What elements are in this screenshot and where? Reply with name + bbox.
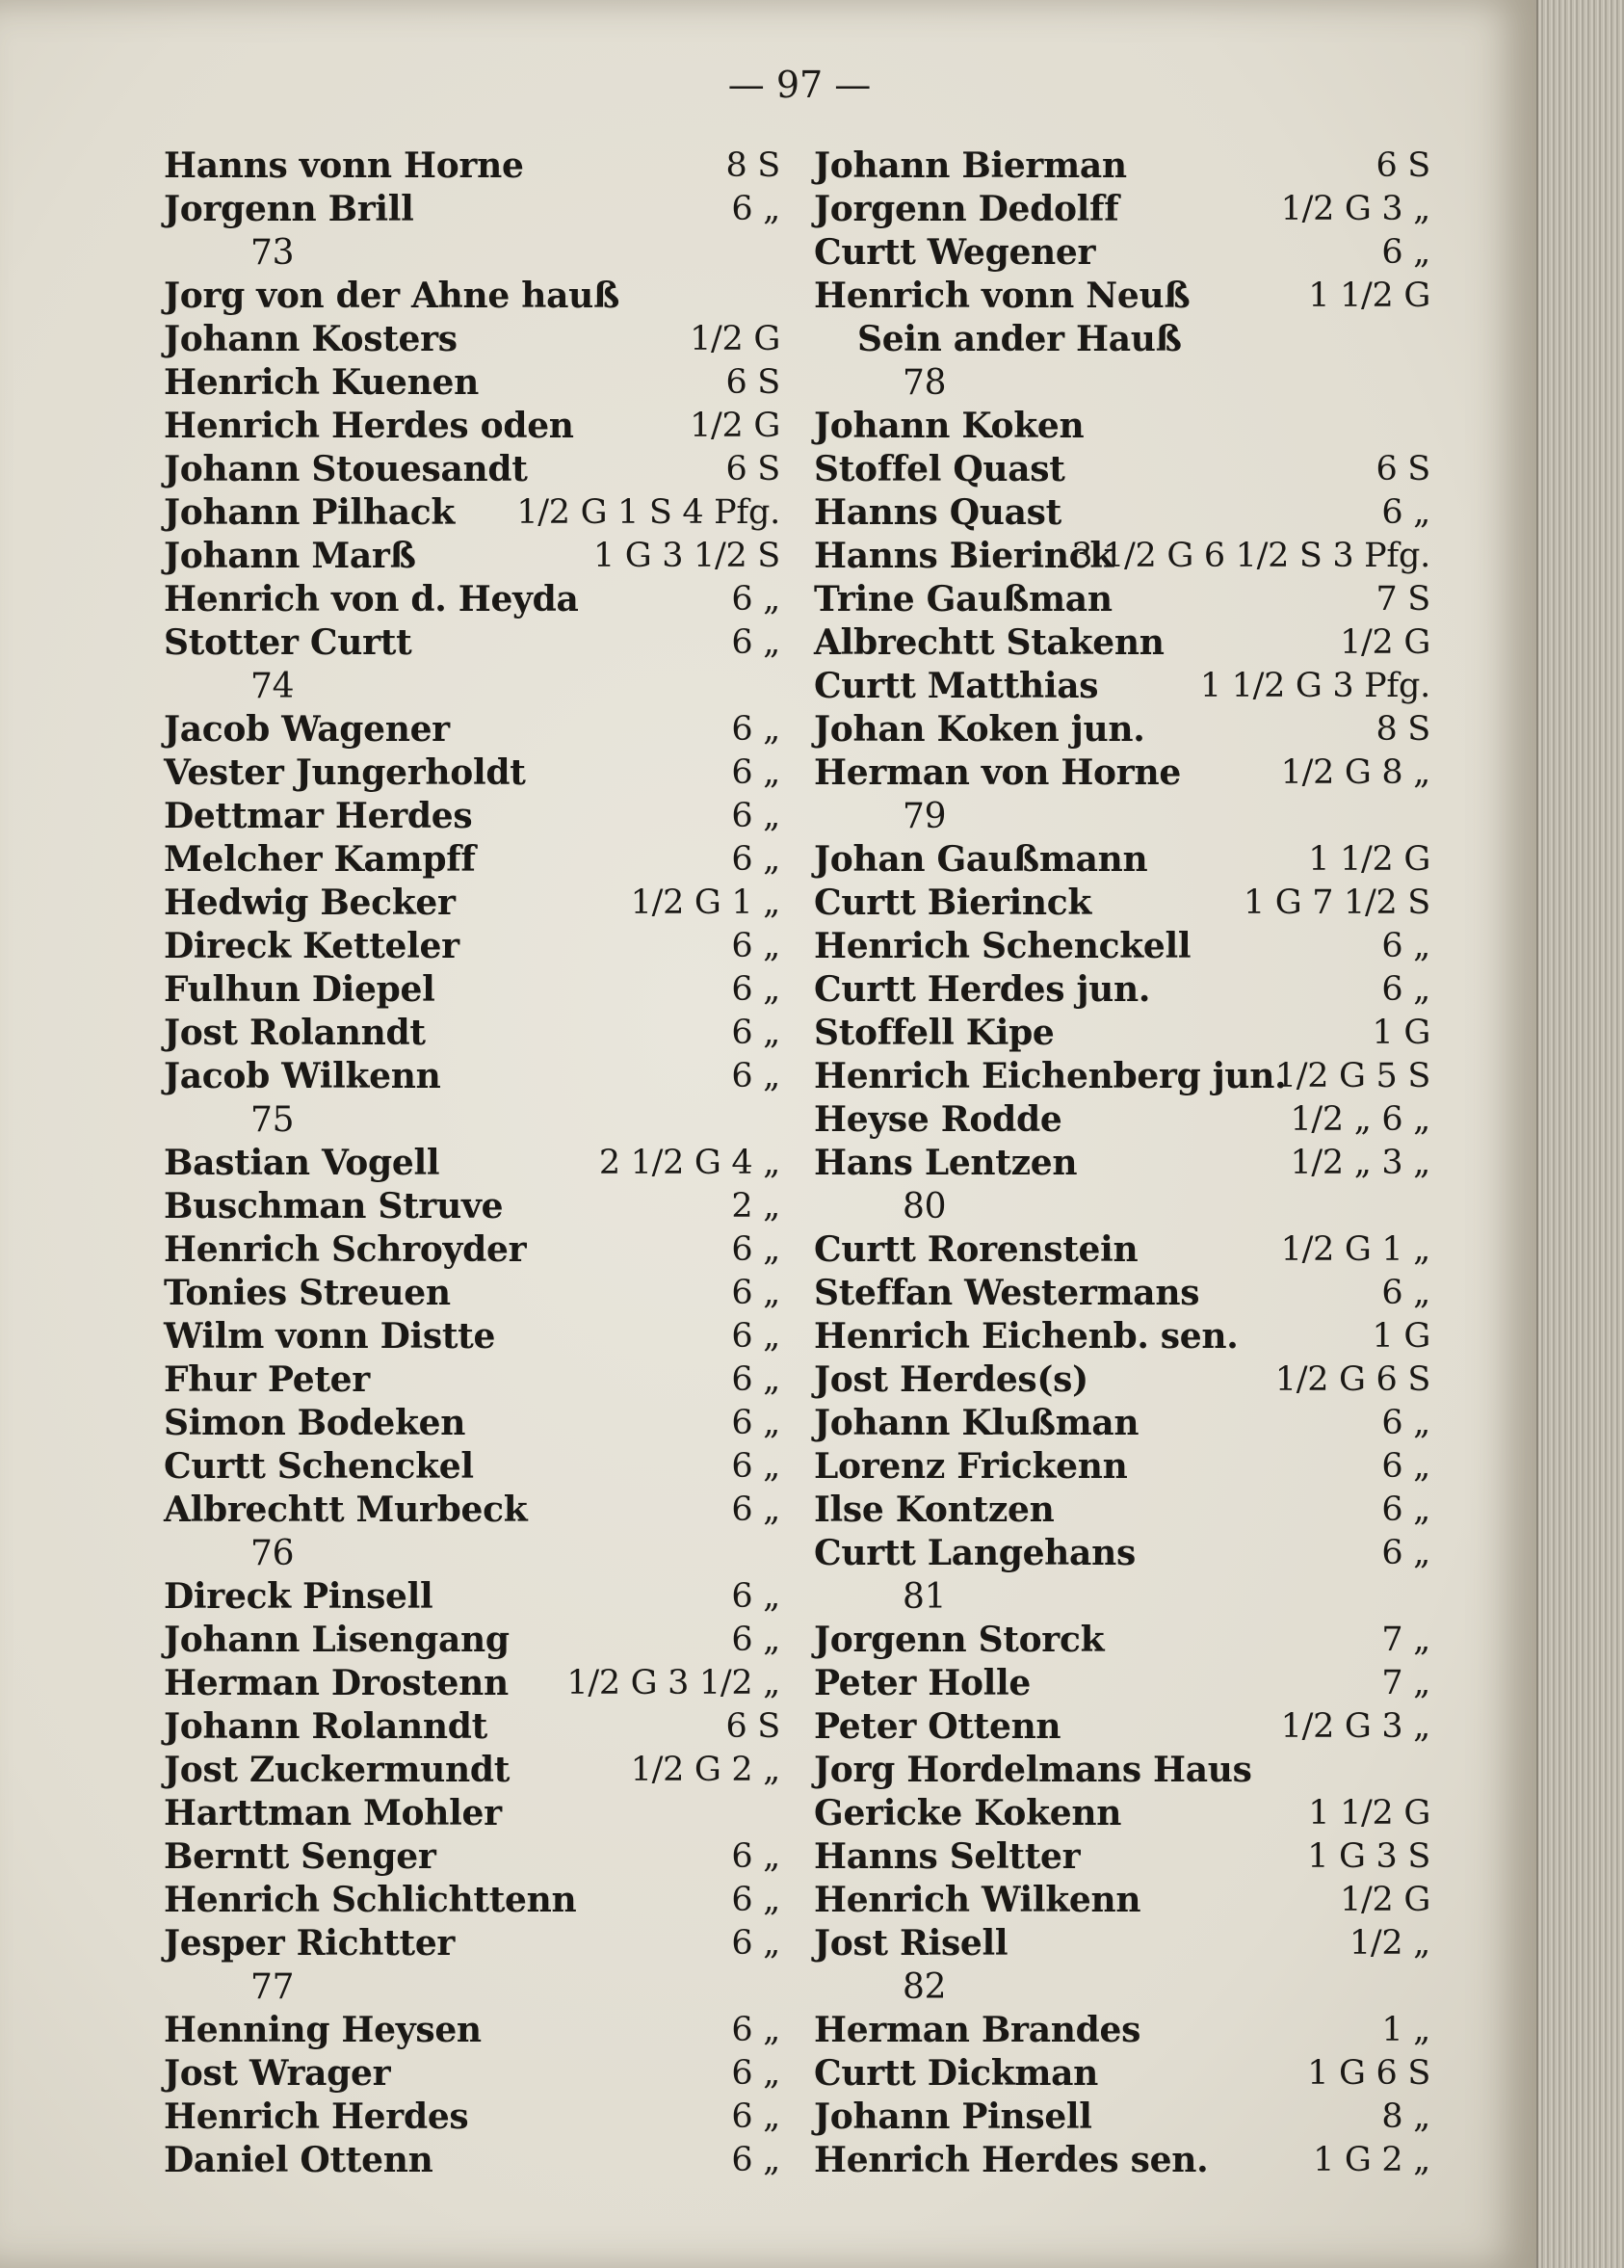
entry-amount: 6 „ <box>731 1230 780 1269</box>
entry-name: Henrich Eichenb. sen. <box>814 1316 1239 1357</box>
ledger-entry <box>814 491 1430 535</box>
entry-name: Johann Marß <box>164 536 416 576</box>
page-reference-heading <box>814 1575 1430 1619</box>
entry-name: Henrich Herdes oden <box>164 406 574 446</box>
entry-name: Hans Lentzen <box>814 1143 1078 1183</box>
ledger-entry <box>164 1445 780 1489</box>
ledger-entry <box>164 405 780 448</box>
entry-name: Henrich Eichenberg jun. <box>814 1056 1287 1096</box>
entry-name: Heyse Rodde <box>814 1099 1062 1140</box>
page-reference-number: 73 <box>250 233 295 273</box>
entry-amount: 6 „ <box>1381 1404 1430 1442</box>
ledger-entry <box>164 708 780 752</box>
ledger-entry <box>814 1662 1430 1705</box>
entry-name: Hanns vonn Horne <box>164 145 524 186</box>
page-reference-number: 81 <box>903 1577 947 1617</box>
entry-amount: 8 S <box>725 146 780 185</box>
entry-amount: 8 „ <box>1381 2097 1430 2136</box>
entry-amount: 6 „ <box>731 1490 780 1529</box>
entry-name: Buschman Struve <box>164 1186 504 1226</box>
ledger-entry <box>164 1012 780 1055</box>
ledger-entry <box>164 188 780 231</box>
entry-amount: 6 S <box>725 1707 780 1746</box>
ledger-entry <box>164 621 780 665</box>
entry-amount: 3 1/2 G 6 1/2 S 3 Pfg. <box>1071 537 1430 575</box>
entry-amount: 1/2 G 5 S <box>1274 1057 1430 1095</box>
entry-amount: 6 „ <box>731 1057 780 1095</box>
page-reference-number: 82 <box>903 1967 947 2007</box>
entry-amount: 6 S <box>725 363 780 402</box>
ledger-entry <box>814 752 1430 795</box>
entry-name: Ilse Kontzen <box>814 1490 1055 1530</box>
ledger-entry <box>164 1185 780 1228</box>
entry-name: Dettmar Herdes <box>164 796 473 836</box>
ledger-entry <box>164 1835 780 1879</box>
ledger-entry <box>814 1012 1430 1055</box>
ledger-entry <box>814 1705 1430 1749</box>
entry-amount: 7 „ <box>1381 1664 1430 1702</box>
ledger-entry <box>164 1879 780 1922</box>
entry-amount: 6 „ <box>731 623 780 662</box>
entry-name: Henrich Schenckell <box>814 926 1192 966</box>
entry-name: Johan Koken jun. <box>814 709 1145 750</box>
entry-amount: 1/2 G <box>690 407 780 445</box>
ledger-entry <box>164 1619 780 1662</box>
ledger-entry <box>814 1879 1430 1922</box>
ledger-entry <box>164 925 780 968</box>
entry-name: Albrechtt Stakenn <box>814 622 1165 663</box>
entry-name: Curtt Langehans <box>814 1533 1136 1573</box>
entry-amount: 8 S <box>1375 710 1430 749</box>
entry-name: Jost Rolanndt <box>164 1013 426 1053</box>
entry-name: Curtt Dickman <box>814 2053 1099 2094</box>
entry-amount: 6 „ <box>731 1577 780 1616</box>
entry-amount: 6 „ <box>1381 970 1430 1009</box>
entry-amount: 6 „ <box>731 1274 780 1312</box>
entry-name: Vester Jungerholdt <box>164 752 526 793</box>
entry-amount: 1/2 G 1 S 4 Pfg. <box>516 493 780 532</box>
ledger-entry <box>164 968 780 1012</box>
entry-amount: 6 S <box>1375 450 1430 488</box>
entry-amount: 6 S <box>1375 146 1430 185</box>
ledger-entry <box>164 1792 780 1835</box>
ledger-entry <box>814 968 1430 1012</box>
entry-name: Albrechtt Murbeck <box>164 1490 528 1530</box>
entry-amount: 6 „ <box>731 710 780 749</box>
page-reference-heading <box>164 1532 780 1575</box>
entry-name: Herman von Horne <box>814 752 1181 793</box>
ledger-entry <box>164 145 780 188</box>
ledger-entry <box>164 1749 780 1792</box>
ledger-entry <box>814 2139 1430 2182</box>
page-reference-number: 77 <box>250 1967 295 2007</box>
ledger-entry <box>814 2009 1430 2052</box>
entry-name: Daniel Ottenn <box>164 2140 433 2180</box>
ledger-entry <box>814 1835 1430 1879</box>
entry-name: Hedwig Becker <box>164 883 456 923</box>
entry-name: Curtt Schenckel <box>164 1446 474 1487</box>
ledger-entry <box>164 275 780 318</box>
entry-amount: 1 1/2 G <box>1308 277 1430 315</box>
entry-amount: 6 „ <box>731 2054 780 2093</box>
page-reference-number: 79 <box>903 797 947 836</box>
entry-amount: 6 „ <box>1381 1274 1430 1312</box>
ledger-entry <box>164 318 780 361</box>
entry-amount: 1 1/2 G 3 Pfg. <box>1199 667 1430 705</box>
entry-name: Jacob Wilkenn <box>164 1056 441 1096</box>
entry-amount: 2 „ <box>731 1187 780 1226</box>
ledger-entry <box>164 535 780 578</box>
ledger-entry <box>164 1228 780 1272</box>
entry-name: Herman Brandes <box>814 2010 1141 2050</box>
page-number: — 97 — <box>727 64 872 106</box>
entry-name: Curtt Bierinck <box>814 883 1092 923</box>
entry-name: Jesper Richtter <box>164 1923 456 1964</box>
entry-name: Jorg Hordelmans Haus <box>814 1750 1252 1790</box>
ledger-entry <box>814 621 1430 665</box>
entry-amount: 6 „ <box>731 840 780 879</box>
entry-name: Tonies Streuen <box>164 1273 451 1313</box>
entry-name: Sein ander Hauß <box>857 319 1182 359</box>
ledger-entry <box>814 1358 1430 1402</box>
ledger-entry <box>814 2096 1430 2139</box>
entry-amount: 6 „ <box>731 927 780 965</box>
ledger-entry <box>164 795 780 838</box>
page-reference-number: 78 <box>903 363 947 403</box>
entry-amount: 1/2 G <box>1340 623 1430 662</box>
ledger-entry <box>814 1445 1430 1489</box>
entry-amount: 6 „ <box>731 1924 780 1963</box>
entry-name: Wilm vonn Distte <box>164 1316 496 1357</box>
entry-amount: 1/2 G 1 „ <box>630 883 780 922</box>
entry-name: Bastian Vogell <box>164 1143 440 1183</box>
ledger-entry <box>814 535 1430 578</box>
entry-name: Stoffel Quast <box>814 449 1065 489</box>
page-reference-number: 80 <box>903 1187 947 1226</box>
entry-amount: 6 „ <box>731 1837 780 1876</box>
entry-amount: 6 „ <box>731 580 780 619</box>
entry-name: Johann Bierman <box>814 145 1127 186</box>
entry-amount: 1 G 7 1/2 S <box>1243 883 1430 922</box>
entry-name: Curtt Matthias <box>814 666 1099 706</box>
ledger-entry <box>164 2139 780 2182</box>
entry-name: Direck Pinsell <box>164 1576 433 1617</box>
entry-amount: 6 „ <box>731 1404 780 1442</box>
entry-name: Henrich Wilkenn <box>814 1880 1141 1920</box>
entry-amount: 6 „ <box>731 2097 780 2136</box>
entry-name: Stotter Curtt <box>164 622 412 663</box>
page-reference-heading <box>814 1965 1430 2009</box>
entry-amount: 6 „ <box>1381 927 1430 965</box>
entry-amount: 1/2 G 3 „ <box>1280 1707 1430 1746</box>
entry-name: Gericke Kokenn <box>814 1793 1122 1833</box>
ledger-entry <box>164 838 780 882</box>
entry-name: Lorenz Frickenn <box>814 1446 1128 1487</box>
entry-name: Johann Rolanndt <box>164 1706 488 1747</box>
entry-amount: 6 „ <box>731 1621 780 1659</box>
entry-amount: 1 G <box>1372 1014 1430 1052</box>
ledger-entry <box>814 578 1430 621</box>
entry-amount: 1/2 G 1 „ <box>1280 1230 1430 1269</box>
ledger-entry <box>814 1228 1430 1272</box>
left-column <box>164 145 780 2182</box>
ledger-entry <box>814 1098 1430 1142</box>
entry-amount: 6 „ <box>1381 233 1430 272</box>
entry-amount: 6 „ <box>731 797 780 835</box>
entry-name: Johann Pinsell <box>814 2097 1092 2137</box>
ledger-entry <box>164 1315 780 1358</box>
ledger-entry <box>164 1575 780 1619</box>
ledger-entry <box>164 1142 780 1185</box>
entry-amount: 1 G 3 S <box>1307 1837 1430 1876</box>
ledger-entry <box>164 1705 780 1749</box>
ledger-entry <box>814 1315 1430 1358</box>
entry-name: Johann Koken <box>814 406 1085 446</box>
entry-name: Steffan Westermans <box>814 1273 1200 1313</box>
ledger-entry <box>814 1142 1430 1185</box>
entry-amount: 6 „ <box>731 1881 780 1919</box>
ledger-entry <box>164 2052 780 2096</box>
entry-name: Johann Klußman <box>814 1403 1139 1443</box>
ledger-entry <box>814 405 1430 448</box>
ledger-entry <box>814 1402 1430 1445</box>
page-reference-number: 76 <box>250 1534 295 1573</box>
ledger-entry <box>814 1922 1430 1965</box>
entry-name: Johann Lisengang <box>164 1620 510 1660</box>
page-reference-heading <box>814 795 1430 838</box>
ledger-entry <box>814 318 1430 361</box>
entry-amount: 1 G 6 S <box>1307 2054 1430 2093</box>
entry-name: Jost Wrager <box>164 2053 391 2094</box>
entry-amount: 1/2 G 8 „ <box>1280 753 1430 792</box>
page-reference-heading <box>164 1098 780 1142</box>
entry-name: Trine Gaußman <box>814 579 1113 620</box>
entry-amount: 6 „ <box>731 1447 780 1486</box>
entry-amount: 6 „ <box>1381 493 1430 532</box>
ledger-entry <box>814 882 1430 925</box>
page-reference-number: 74 <box>250 667 295 706</box>
ledger-entry <box>814 1532 1430 1575</box>
entry-amount: 1/2 „ 3 „ <box>1290 1144 1430 1182</box>
entry-name: Johann Stouesandt <box>164 449 528 489</box>
entry-name: Hanns Seltter <box>814 1836 1081 1877</box>
entry-amount: 1/2 „ 6 „ <box>1290 1100 1430 1139</box>
entry-name: Peter Holle <box>814 1663 1032 1703</box>
entry-amount: 6 „ <box>731 2141 780 2179</box>
entry-name: Peter Ottenn <box>814 1706 1061 1747</box>
entry-name: Stoffell Kipe <box>814 1013 1055 1053</box>
right-column <box>814 145 1430 2182</box>
ledger-entry <box>164 1358 780 1402</box>
entry-name: Fulhun Diepel <box>164 969 435 1010</box>
entry-name: Melcher Kampff <box>164 839 476 880</box>
entry-amount: 1 1/2 G <box>1308 1794 1430 1833</box>
entry-name: Fhur Peter <box>164 1359 370 1400</box>
entry-name: Jost Zuckermundt <box>164 1750 511 1790</box>
entry-name: Hanns Quast <box>814 492 1061 533</box>
entry-amount: 6 „ <box>731 2011 780 2049</box>
entry-name: Henrich Kuenen <box>164 362 479 403</box>
entry-name: Henrich Herdes sen. <box>814 2140 1209 2180</box>
entry-amount: 6 „ <box>1381 1447 1430 1486</box>
entry-name: Simon Bodeken <box>164 1403 466 1443</box>
entry-amount: 6 „ <box>731 1317 780 1356</box>
entry-name: Curtt Herdes jun. <box>814 969 1151 1010</box>
ledger-entry <box>814 2052 1430 2096</box>
page-reference-heading <box>164 665 780 708</box>
ledger-entry <box>164 882 780 925</box>
ledger-entry <box>164 2009 780 2052</box>
entry-name: Curtt Wegener <box>814 232 1096 273</box>
ledger-entry <box>814 231 1430 275</box>
entry-name: Harttman Mohler <box>164 1793 502 1833</box>
entry-amount: 6 „ <box>731 1014 780 1052</box>
entry-amount: 1/2 G <box>1340 1881 1430 1919</box>
ledger-entry <box>164 361 780 405</box>
page-reference-heading <box>164 231 780 275</box>
entry-amount: 1/2 G 6 S <box>1274 1360 1430 1399</box>
entry-amount: 6 S <box>725 450 780 488</box>
entry-amount: 1 G 2 „ <box>1313 2141 1430 2179</box>
entry-amount: 1 „ <box>1381 2011 1430 2049</box>
ledger-entry <box>164 1402 780 1445</box>
ledger-entry <box>164 752 780 795</box>
ledger-entry <box>814 1489 1430 1532</box>
entry-amount: 1 G <box>1372 1317 1430 1356</box>
ledger-entry <box>814 1792 1430 1835</box>
entry-name: Jorgenn Dedolff <box>814 189 1119 229</box>
ledger-entry <box>814 665 1430 708</box>
entry-name: Henrich Schlichttenn <box>164 1880 577 1920</box>
entry-amount: 2 1/2 G 4 „ <box>598 1144 780 1182</box>
entry-amount: 1 G 3 1/2 S <box>592 537 780 575</box>
ledger-entry <box>814 448 1430 491</box>
entry-name: Johann Kosters <box>164 319 458 359</box>
entry-name: Jost Herdes(s) <box>814 1359 1088 1400</box>
ledger-entry <box>814 275 1430 318</box>
entry-name: Henning Heysen <box>164 2010 482 2050</box>
entry-name: Henrich vonn Neuß <box>814 276 1191 316</box>
entry-amount: 1/2 G <box>690 320 780 358</box>
ledger-entry <box>814 1272 1430 1315</box>
entry-name: Jacob Wagener <box>164 709 450 750</box>
entry-amount: 6 „ <box>1381 1534 1430 1572</box>
entry-amount: 7 S <box>1375 580 1430 619</box>
ledger-entry <box>164 1489 780 1532</box>
entry-amount: 6 „ <box>731 753 780 792</box>
entry-name: Henrich von d. Heyda <box>164 579 579 620</box>
entry-amount: 6 „ <box>1381 1490 1430 1529</box>
ledger-entry <box>164 578 780 621</box>
entry-name: Jost Risell <box>814 1923 1008 1964</box>
entry-name: Johann Pilhack <box>164 492 456 533</box>
entry-name: Hanns Bierinck <box>814 536 1113 576</box>
ledger-entry <box>164 1055 780 1098</box>
entry-amount: 1/2 G 2 „ <box>630 1751 780 1789</box>
entry-name: Jorgenn Brill <box>164 189 414 229</box>
page-reference-number: 75 <box>250 1100 295 1140</box>
ledger-entry <box>814 925 1430 968</box>
ledger-entry <box>164 1922 780 1965</box>
entry-amount: 6 „ <box>731 190 780 228</box>
ledger-entry <box>164 448 780 491</box>
entry-name: Henrich Schroyder <box>164 1229 527 1270</box>
page-reference-heading <box>814 361 1430 405</box>
ledger-entry <box>814 708 1430 752</box>
ledger-entry <box>814 1749 1430 1792</box>
entry-name: Jorgenn Storck <box>814 1620 1105 1660</box>
entry-amount: 7 „ <box>1381 1621 1430 1659</box>
ledger-entry <box>814 145 1430 188</box>
ledger-entry <box>814 188 1430 231</box>
entry-amount: 1/2 G 3 „ <box>1280 190 1430 228</box>
page-reference-heading <box>164 1965 780 2009</box>
entry-name: Curtt Rorenstein <box>814 1229 1139 1270</box>
ledger-entry <box>164 1662 780 1705</box>
entry-amount: 6 „ <box>731 970 780 1009</box>
entry-amount: 1 1/2 G <box>1308 840 1430 879</box>
page-reference-heading <box>814 1185 1430 1228</box>
entry-name: Jorg von der Ahne hauß <box>164 276 620 316</box>
ledger-entry <box>814 1055 1430 1098</box>
ledger-entry <box>814 1619 1430 1662</box>
ledger-entry <box>164 491 780 535</box>
entry-name: Herman Drostenn <box>164 1663 509 1703</box>
ledger-entry <box>164 2096 780 2139</box>
ledger-entry <box>814 838 1430 882</box>
entry-name: Johan Gaußmann <box>814 839 1148 880</box>
ledger-entry <box>164 1272 780 1315</box>
entry-name: Direck Ketteler <box>164 926 459 966</box>
entry-name: Henrich Herdes <box>164 2097 469 2137</box>
entry-amount: 1/2 G 3 1/2 „ <box>566 1664 780 1702</box>
entry-name: Berntt Senger <box>164 1836 436 1877</box>
book-page-edges <box>1536 0 1624 2268</box>
entry-amount: 6 „ <box>731 1360 780 1399</box>
entry-amount: 1/2 „ <box>1349 1924 1430 1963</box>
